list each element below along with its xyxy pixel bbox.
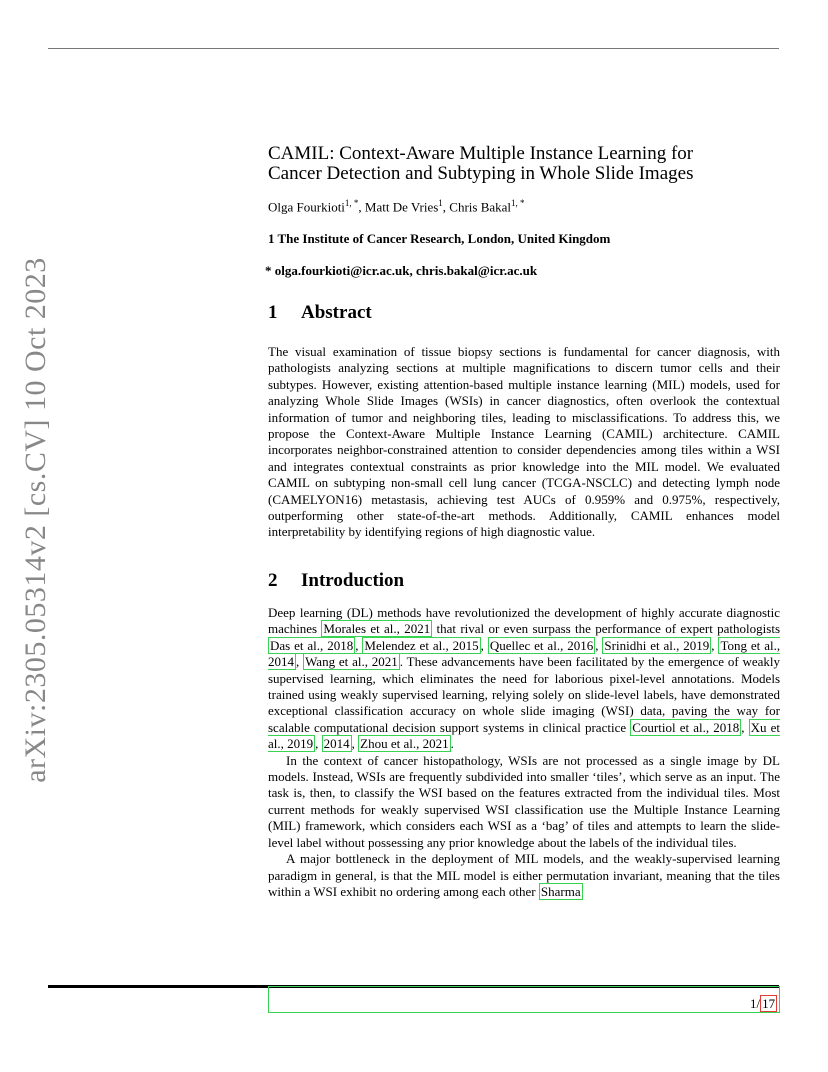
separator: , bbox=[351, 736, 359, 752]
citation-link[interactable]: Zhou et al., 2021 bbox=[360, 736, 449, 752]
separator: , bbox=[741, 719, 749, 735]
citation-link[interactable]: Wang et al., 2021 bbox=[305, 654, 398, 670]
citation-link[interactable]: Das et al., 2018 bbox=[270, 637, 354, 653]
header-rule bbox=[48, 48, 779, 49]
intro-paragraph-2: In the context of cancer histopathology, WSIs are not processed as a single image by DL models. Instead, WSIs are frequently subdivided into smaller ‘tiles’, which serve as an input. The task is, then, to classify the WSI based on the features extracted from the individual tiles. Most current methods for weakly supervised WSI classification use the Multiple Instance Learning (MIL) framework, which considers each WSI as a ‘bag’ of tiles and attempts to learn the slide-level label without possessing any prior knowledge about the labels of the individual tiles. bbox=[268, 752, 780, 850]
author-name: Chris Bakal bbox=[449, 199, 512, 215]
author-name: Matt De Vries bbox=[364, 199, 439, 215]
author-affil-mark: 1, * bbox=[344, 198, 359, 208]
abstract-heading bbox=[268, 302, 780, 324]
arxiv-identifier: arXiv:2305.05314v2 [cs.CV] 10 Oct 2023 bbox=[19, 257, 52, 783]
introduction-heading bbox=[268, 570, 780, 592]
section-title: Introduction bbox=[301, 570, 405, 591]
section-number: 1 bbox=[268, 302, 278, 323]
email-marker: * bbox=[265, 263, 272, 278]
paragraph-text: that rival or even surpass the performance of expert pathologists bbox=[432, 621, 781, 637]
abstract-text: The visual examination of tissue biopsy sections is fundamental for cancer diagnosis, with pathologists analyzing sections at multiple magnifications to discern tumor cells and their subtypes. However, existing attention-based multiple instance learning (MIL) models, used for analyzing Whole Slide Images (WSIs) in cancer diagnostics, often overlook the contextual information of tumor and neighboring tiles, leading to misclassifications. To address this, we propose the Context-Aware Multiple Instance Learning (CAMIL) architecture. CAMIL incorporates neighbor-constrained attention to consider dependencies among tiles within a WSI and integrates contextual constraints as prior knowledge into the MIL model. We evaluated CAMIL on subtyping non-small cell lung cancer (TCGA-NSCLC) and detecting lymph node (CAMELYON16) metastasis, achieving test AUCs of 0.959% and 0.975%, respectively, outperforming other state-of-the-art methods. Additionally, CAMIL enhances model interpretability by identifying regions of high diagnostic value. bbox=[268, 344, 780, 540]
separator: , bbox=[711, 637, 719, 653]
page-number bbox=[750, 996, 777, 1012]
citation-continuation-box[interactable] bbox=[268, 986, 780, 1013]
paper-title bbox=[268, 144, 780, 184]
contact-emails bbox=[265, 263, 777, 279]
current-page: 1 bbox=[750, 996, 757, 1011]
citation-link[interactable]: Srinidhi et al., 2019 bbox=[604, 637, 710, 653]
title-line-2: Cancer Detection and Subtyping in Whole Slide Images bbox=[268, 163, 694, 184]
email-addresses: olga.fourkioti@icr.ac.uk, chris.bakal@icr.ac.uk bbox=[274, 263, 538, 278]
author-name: Olga Fourkioti bbox=[268, 199, 345, 215]
citation-link[interactable]: Tong et al., 2014 bbox=[268, 637, 781, 670]
paragraph-text: . bbox=[450, 736, 454, 752]
citation-link[interactable]: Courtiol et al., 2018 bbox=[632, 719, 740, 735]
citation-link[interactable]: Sharma bbox=[540, 883, 581, 899]
citation-link[interactable]: Quellec et al., 2016 bbox=[489, 637, 594, 653]
author-affil-mark: 1 bbox=[438, 198, 443, 208]
separator: , bbox=[315, 736, 322, 752]
citation-link[interactable]: Xu et al., 2019 bbox=[268, 719, 780, 752]
page-separator: / bbox=[756, 996, 761, 1011]
paragraph-text: . These advancements have been facilitated by the emergence of weakly supervised learning, which eliminates the need for laborious pixel-level annotations. Models trained using weakly supervised learning, relying solely on slide-level labels, have demonstrated exceptional classification accuracy on whole slide imaging (WSI) data, paving the way for scalable computational decision support systems in clinical practice bbox=[268, 654, 781, 735]
paragraph-text: A major bottleneck in the deployment of MIL models, and the weakly-supervised learning paradigm in general, is that the MIL model is either permutation invariant, meaning that the tiles within a WSI exhibit no ordering among each other bbox=[268, 851, 780, 899]
section-number: 2 bbox=[268, 570, 278, 591]
intro-paragraph-1 bbox=[268, 605, 780, 753]
title-line-1: CAMIL: Context-Aware Multiple Instance Learning for bbox=[268, 143, 694, 164]
separator: , bbox=[595, 637, 603, 653]
affiliation: 1 The Institute of Cancer Research, London, United Kingdom bbox=[268, 231, 611, 246]
separator: , bbox=[480, 637, 488, 653]
total-pages-link[interactable]: 17 bbox=[762, 996, 776, 1011]
author-affil-mark: 1, * bbox=[511, 198, 525, 208]
introduction-body bbox=[268, 605, 780, 900]
intro-paragraph-3 bbox=[268, 851, 780, 900]
citation-link[interactable]: Morales et al., 2021 bbox=[323, 621, 431, 637]
separator: , bbox=[296, 654, 304, 670]
citation-link[interactable]: Melendez et al., 2015 bbox=[364, 637, 479, 653]
citation-link[interactable]: 2014 bbox=[323, 736, 350, 752]
author-list: Olga Fourkioti$^{1, *}$, Matt De Vries$^1$, Chris Bakal$^{1, *}$ bbox=[268, 198, 525, 215]
section-title: Abstract bbox=[301, 302, 372, 323]
paragraph-text: Deep learning (DL) methods have revolutionized the development of highly accurate diagnostic machines bbox=[268, 605, 780, 637]
separator: , bbox=[355, 637, 363, 653]
